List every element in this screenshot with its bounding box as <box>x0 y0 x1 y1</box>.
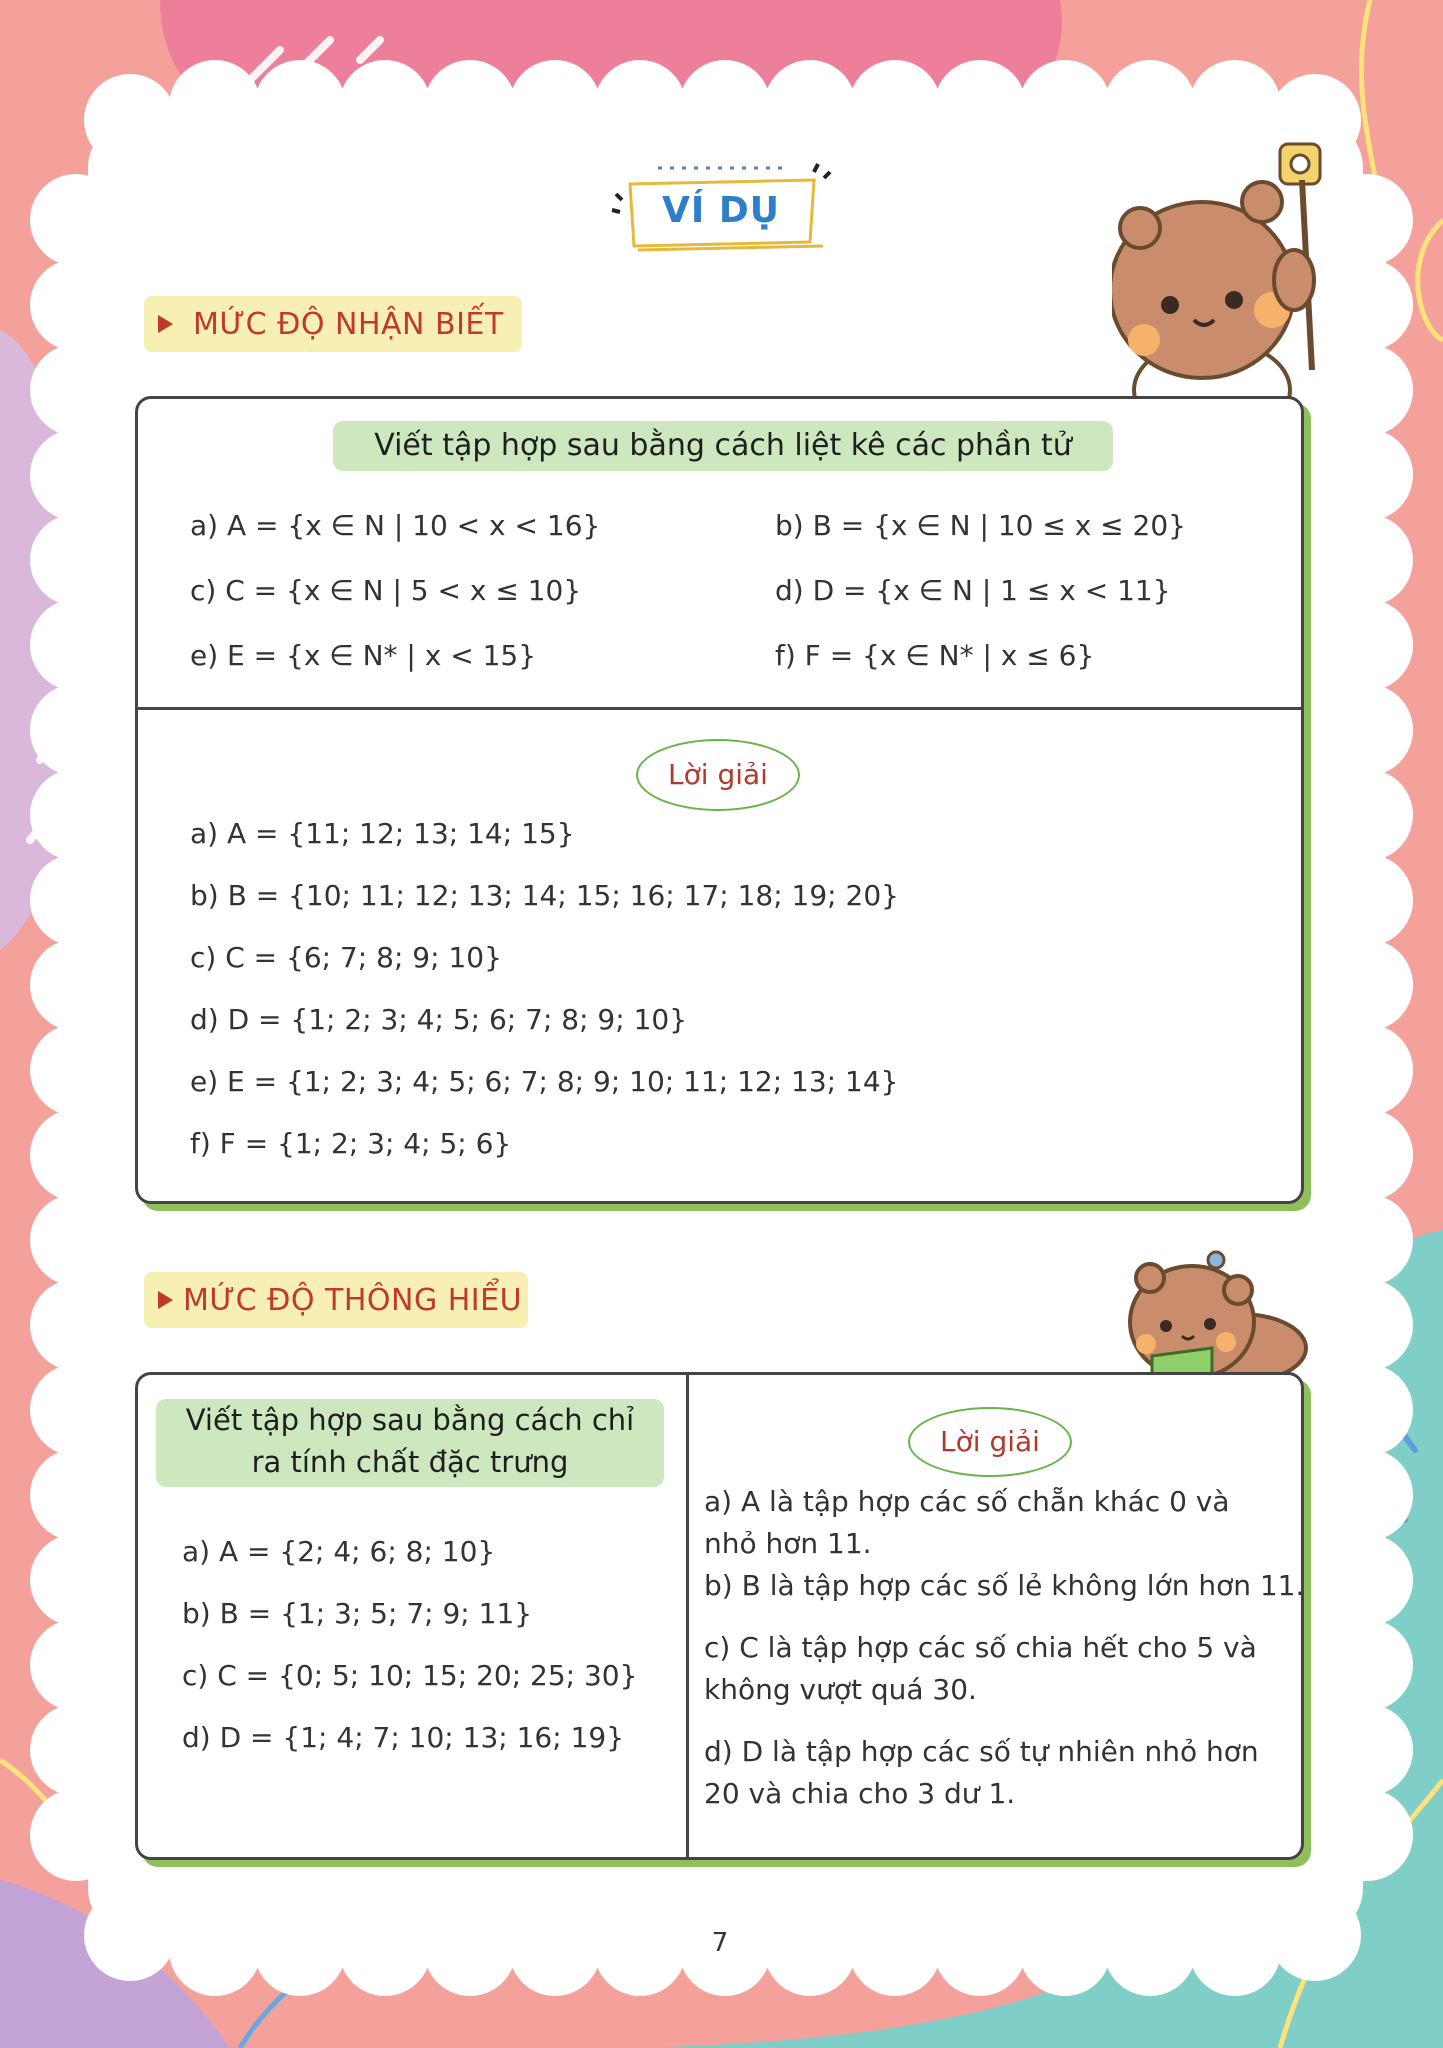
solution-item: a) A = {11; 12; 13; 14; 15} <box>190 817 575 850</box>
section-label-thong-hieu <box>144 1272 528 1328</box>
problem-item: c) C = {0; 5; 10; 15; 20; 25; 30} <box>182 1659 638 1692</box>
play-triangle-icon <box>158 315 173 333</box>
solution-item: f) F = {1; 2; 3; 4; 5; 6} <box>190 1127 512 1160</box>
page-number: 7 <box>711 1928 729 1958</box>
solution-item: c) C là tập hợp các số chia hết cho 5 và không vượt quá 30. <box>704 1631 1257 1706</box>
problem-item: b) B = {1; 3; 5; 7; 9; 11} <box>182 1597 533 1630</box>
problem-item: f) F = {x ∈ N* | x ≤ 6} <box>775 639 1095 672</box>
section-label-text: MỨC ĐỘ THÔNG HIỂU <box>183 1282 523 1318</box>
problem-item: a) A = {x ∈ N | 10 < x < 16} <box>190 509 601 542</box>
section-label-text: MỨC ĐỘ NHẬN BIẾT <box>193 306 504 342</box>
solution-item: e) E = {1; 2; 3; 4; 5; 6; 7; 8; 9; 10; 11; 12; 13; 14} <box>190 1065 899 1098</box>
play-triangle-icon <box>158 1291 173 1309</box>
column-divider <box>686 1375 689 1857</box>
reading-bear-icon <box>1120 1248 1310 1388</box>
solution-label: Lời giải <box>636 739 800 811</box>
instruction-banner <box>156 1399 664 1487</box>
problem-item: d) D = {1; 4; 7; 10; 13; 16; 19} <box>182 1721 625 1754</box>
solution-item: c) C = {6; 7; 8; 9; 10} <box>190 941 502 974</box>
divider <box>138 707 1301 710</box>
section-label-nhan-biet <box>144 296 522 352</box>
solution-item: d) D = {1; 2; 3; 4; 5; 6; 7; 8; 9; 10} <box>190 1003 688 1036</box>
solution-item: b) B là tập hợp các số lẻ không lớn hơn 11. <box>704 1569 1305 1602</box>
instruction-banner: Viết tập hợp sau bằng cách liệt kê các phần tử <box>333 421 1113 471</box>
instruction-line: ra tính chất đặc trưng <box>251 1445 569 1479</box>
title-badge <box>608 160 834 252</box>
solution-item: b) B = {10; 11; 12; 13; 14; 15; 16; 17; 18; 19; 20} <box>190 879 899 912</box>
problem-item: d) D = {x ∈ N | 1 ≤ x < 11} <box>775 574 1171 607</box>
solution-item: d) D là tập hợp các số tự nhiên nhỏ hơn 20 và chia cho 3 dư 1. <box>704 1735 1259 1810</box>
page-title: VÍ DỤ <box>662 190 780 231</box>
solution-item: a) A là tập hợp các số chẵn khác 0 và nhỏ hơn 11. <box>704 1485 1230 1560</box>
exercise-box-2 <box>135 1372 1304 1860</box>
exercise-box-1 <box>135 396 1304 1204</box>
problem-item: c) C = {x ∈ N | 5 < x ≤ 10} <box>190 574 582 607</box>
problem-item: a) A = {2; 4; 6; 8; 10} <box>182 1535 496 1568</box>
problem-item: b) B = {x ∈ N | 10 ≤ x ≤ 20} <box>775 509 1186 542</box>
solution-label: Lời giải <box>908 1407 1072 1477</box>
instruction-line: Viết tập hợp sau bằng cách chỉ <box>185 1403 635 1437</box>
problem-item: e) E = {x ∈ N* | x < 15} <box>190 639 537 672</box>
